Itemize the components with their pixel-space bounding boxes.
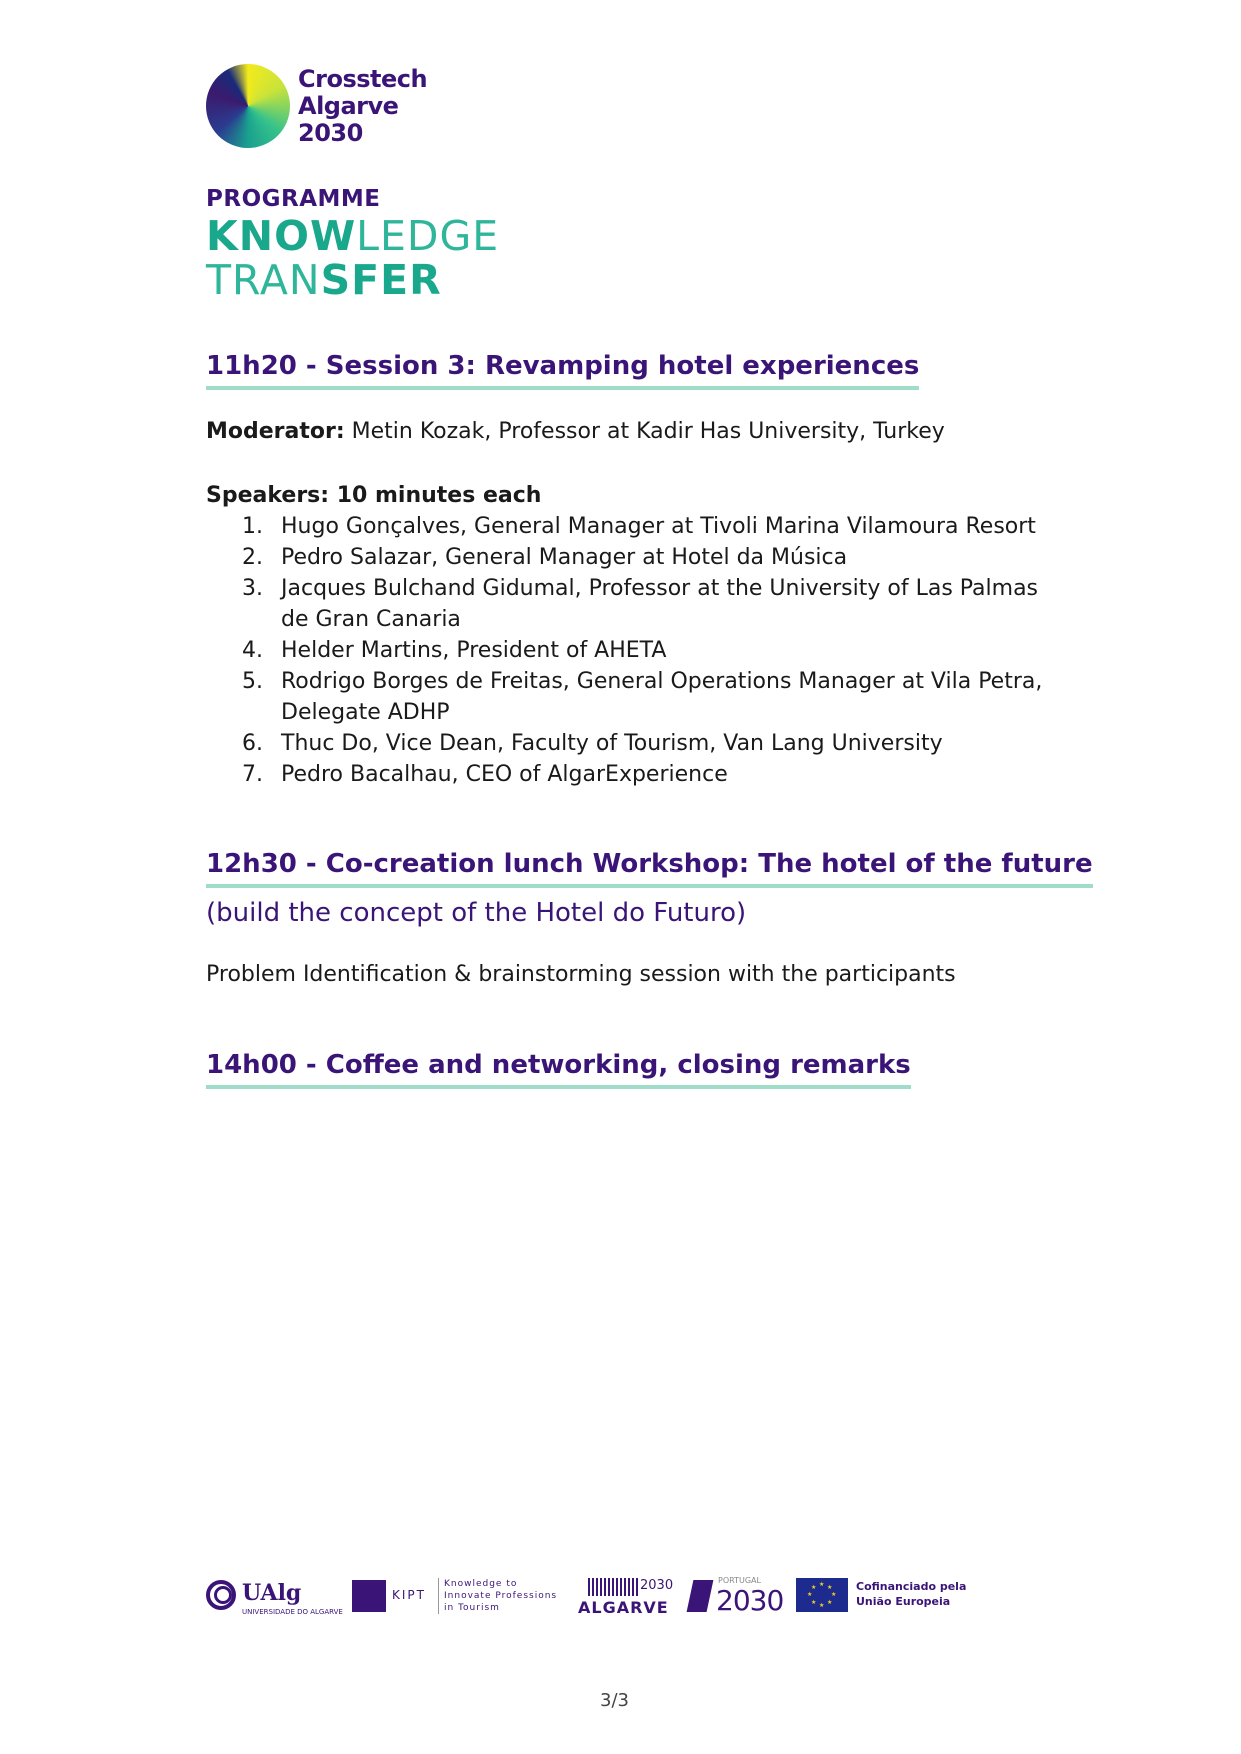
- lunch-workshop-description: Problem Identification & brainstorming session with the participants: [206, 962, 956, 987]
- speaker-number: 6.: [242, 731, 263, 756]
- barcode-icon: [588, 1578, 638, 1596]
- speaker-item: [206, 635, 1106, 666]
- session-3-title: 11h20 - Session 3: Revamping hotel experiences: [206, 350, 919, 390]
- eu-text-line: União Europeia: [856, 1595, 951, 1608]
- speaker-text: Pedro Bacalhau, CEO of AlgarExperience: [281, 762, 728, 787]
- speaker-item: [206, 666, 1106, 728]
- kipt-desc-line: in Tourism: [444, 1603, 500, 1613]
- speaker-number: 1.: [242, 514, 263, 539]
- speaker-item: [206, 542, 1106, 573]
- speaker-text: Rodrigo Borges de Freitas, General Operations Manager at Vila Petra,: [281, 669, 1043, 694]
- kipt-divider: [438, 1578, 439, 1614]
- speaker-item: [206, 759, 1106, 790]
- speaker-item: [206, 573, 1106, 635]
- kipt-description: [444, 1578, 557, 1614]
- speaker-text-cont: Delegate ADHP: [281, 700, 450, 725]
- speaker-text: Pedro Salazar, General Manager at Hotel da Música: [281, 545, 848, 570]
- algarve-name: ALGARVE: [578, 1598, 669, 1617]
- ualg-logo: [206, 1576, 343, 1624]
- programme-label: PROGRAMME: [206, 186, 381, 212]
- logo-line-1: Crosstech: [298, 65, 428, 93]
- title-tran: TRAN: [206, 256, 321, 304]
- title-sfer: SFER: [320, 256, 442, 304]
- speaker-number: 5.: [242, 669, 263, 694]
- logo-text: [298, 66, 427, 147]
- kipt-logo: [352, 1576, 567, 1624]
- title-ledge: LEDGE: [356, 212, 500, 260]
- portugal-mark-icon: [687, 1580, 714, 1612]
- logo-line-3: 2030: [298, 119, 363, 147]
- partner-logos: [206, 1576, 1006, 1626]
- speaker-number: 7.: [242, 762, 263, 787]
- moderator-label: Moderator:: [206, 419, 345, 444]
- speaker-text-cont: de Gran Canaria: [281, 607, 461, 632]
- moderator-line: [206, 417, 945, 447]
- speaker-text: Thuc Do, Vice Dean, Faculty of Tourism, Van Lang University: [281, 731, 943, 756]
- eu-flag-icon: ★ ★ ★ ★ ★ ★ ★ ★: [796, 1578, 848, 1612]
- algarve-year: 2030: [640, 1578, 674, 1593]
- eu-text-line: Cofinanciado pela: [856, 1580, 967, 1593]
- title-know: KNOW: [206, 212, 357, 260]
- speakers-list: [206, 480, 1106, 790]
- portugal-label: PORTUGAL: [718, 1576, 761, 1585]
- crosstech-logo: [206, 62, 466, 152]
- speaker-number: 4.: [242, 638, 263, 663]
- algarve-2030-logo: [578, 1576, 676, 1624]
- lunch-workshop-title: 12h30 - Co-creation lunch Workshop: The hotel of the future: [206, 848, 1093, 888]
- moderator-text: Metin Kozak, Professor at Kadir Has University, Turkey: [344, 419, 945, 444]
- closing-title: 14h00 - Coffee and networking, closing remarks: [206, 1049, 911, 1089]
- kipt-desc-line: Knowledge to: [444, 1579, 518, 1589]
- speakers-heading: Speakers: 10 minutes each: [206, 483, 542, 508]
- ualg-subtitle: UNIVERSIDADE DO ALGARVE: [242, 1608, 343, 1616]
- logo-line-2: Algarve: [298, 92, 399, 120]
- kipt-mark-icon: [352, 1580, 386, 1612]
- ualg-name: UAlg: [242, 1580, 302, 1606]
- speaker-text: Helder Martins, President of AHETA: [281, 638, 667, 663]
- eu-text: [856, 1579, 966, 1609]
- speaker-number: 3.: [242, 576, 263, 601]
- portugal-2030-logo: [690, 1576, 784, 1624]
- programme-title: [206, 214, 499, 302]
- speaker-item: [206, 511, 1106, 542]
- ualg-inner-mark-icon: [214, 1586, 232, 1604]
- eu-cofunding-logo: [796, 1576, 966, 1624]
- speaker-text: Jacques Bulchand Gidumal, Professor at the University of Las Palmas: [281, 576, 1039, 601]
- logo-disc-icon: [206, 64, 290, 148]
- lunch-workshop-subtitle: (build the concept of the Hotel do Futuro): [206, 898, 747, 928]
- speaker-number: 2.: [242, 545, 263, 570]
- portugal-year: 2030: [716, 1584, 784, 1617]
- speaker-text: Hugo Gonçalves, General Manager at Tivoli Marina Vilamoura Resort: [281, 514, 1036, 539]
- kipt-desc-line: Innovate Professions: [444, 1591, 558, 1601]
- kipt-name: KIPT: [392, 1588, 426, 1602]
- page-number: 3/3: [600, 1690, 629, 1711]
- speaker-item: [206, 728, 1106, 759]
